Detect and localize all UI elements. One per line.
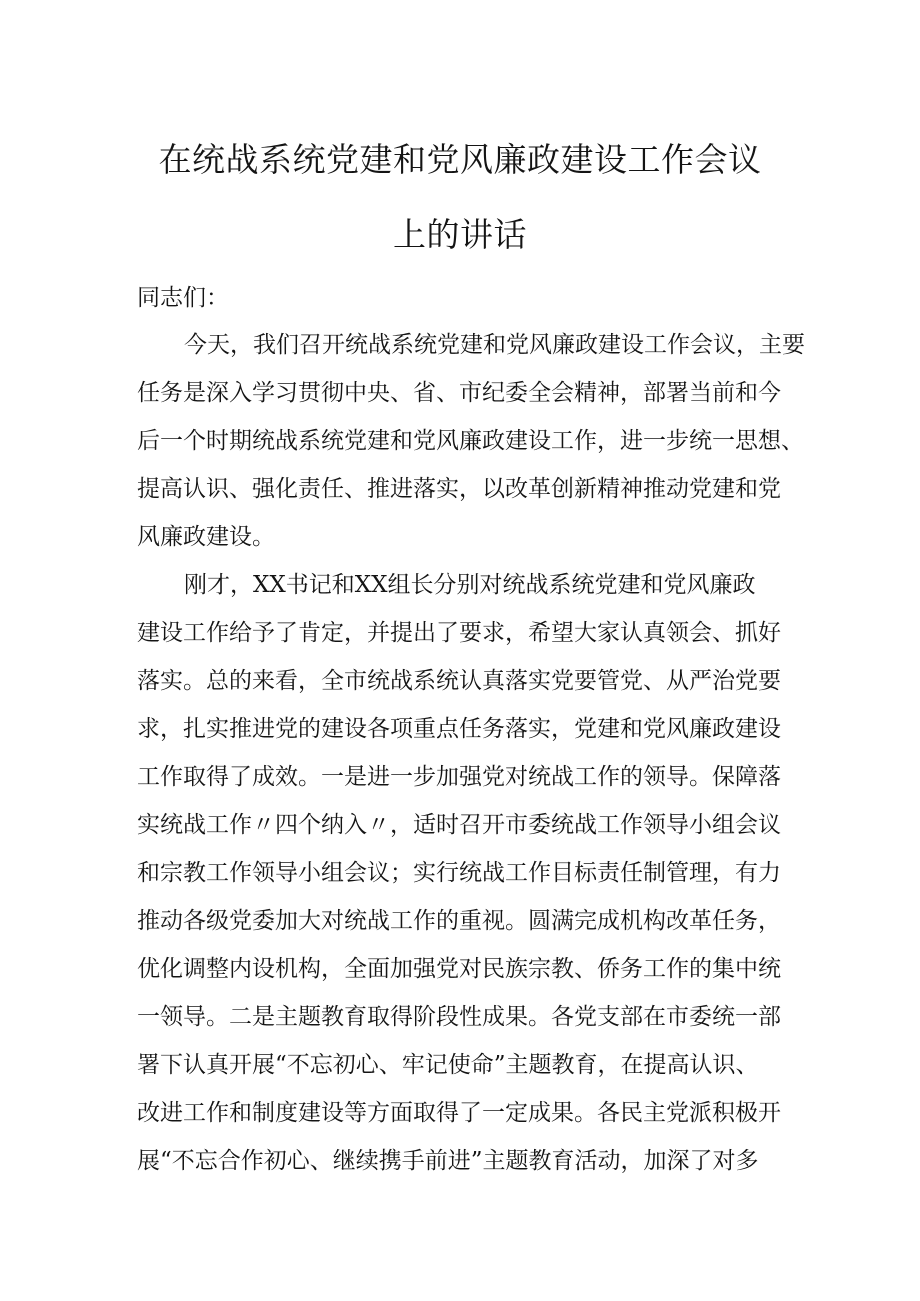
text-line: 实统战工作〃四个纳入〃，适时召开市委统战工作领导小组会议 [137,812,781,838]
title-line-2: 上的讲话 [393,215,527,254]
text-line: 求，扎实推进党的建设各项重点任务落实，党建和党风廉政建设 [137,716,781,742]
text-line: 刚才，XX书记和XX组长分别对统战系统党建和党风廉政 [184,572,756,598]
text-line: 展“不忘合作初心、继续携手前进”主题教育活动，加深了对多 [137,1148,759,1174]
text-line: 推动各级党委加大对统战工作的重视。圆满完成机构改革任务， [137,908,781,934]
text-line: 后一个时期统战系统党建和党风廉政建设工作，进一步统一思想、 [137,428,804,454]
text-line: 署下认真开展“不忘初心、牢记使命”主题教育，在提高认识、 [137,1052,759,1078]
text-line: 今天，我们召开统战系统党建和党风廉政建设工作会议，主要 [184,332,805,358]
text-line: 落实。总的来看，全市统战系统认真落实党要管党、从严治党要 [137,668,781,694]
text-line: 改进工作和制度建设等方面取得了一定成果。各民主党派积极开 [137,1100,781,1126]
text-line: 建设工作给予了肯定，并提出了要求，希望大家认真领会、抓好 [137,620,781,646]
text-line: 任务是深入学习贯彻中央、省、市纪委全会精神，部署当前和今 [137,380,781,406]
text-line: 和宗教工作领导小组会议；实行统战工作目标责任制管理，有力 [137,860,781,886]
title-line-1: 在统战系统党建和党风廉政建设工作会议 [158,140,762,179]
text-line: 优化调整内设机构，全面加强党对民族宗教、侨务工作的集中统 [137,956,781,982]
salutation: 同志们： [137,285,229,311]
text-line: 提高认识、强化责任、推进落实，以改革创新精神推动党建和党 [137,476,781,502]
text-line: 一领导。二是主题教育取得阶段性成果。各党支部在市委统一部 [137,1004,781,1030]
text-line: 风廉政建设。 [137,524,275,550]
text-line: 工作取得了成效。一是进一步加强党对统战工作的领导。保障落 [137,764,781,790]
